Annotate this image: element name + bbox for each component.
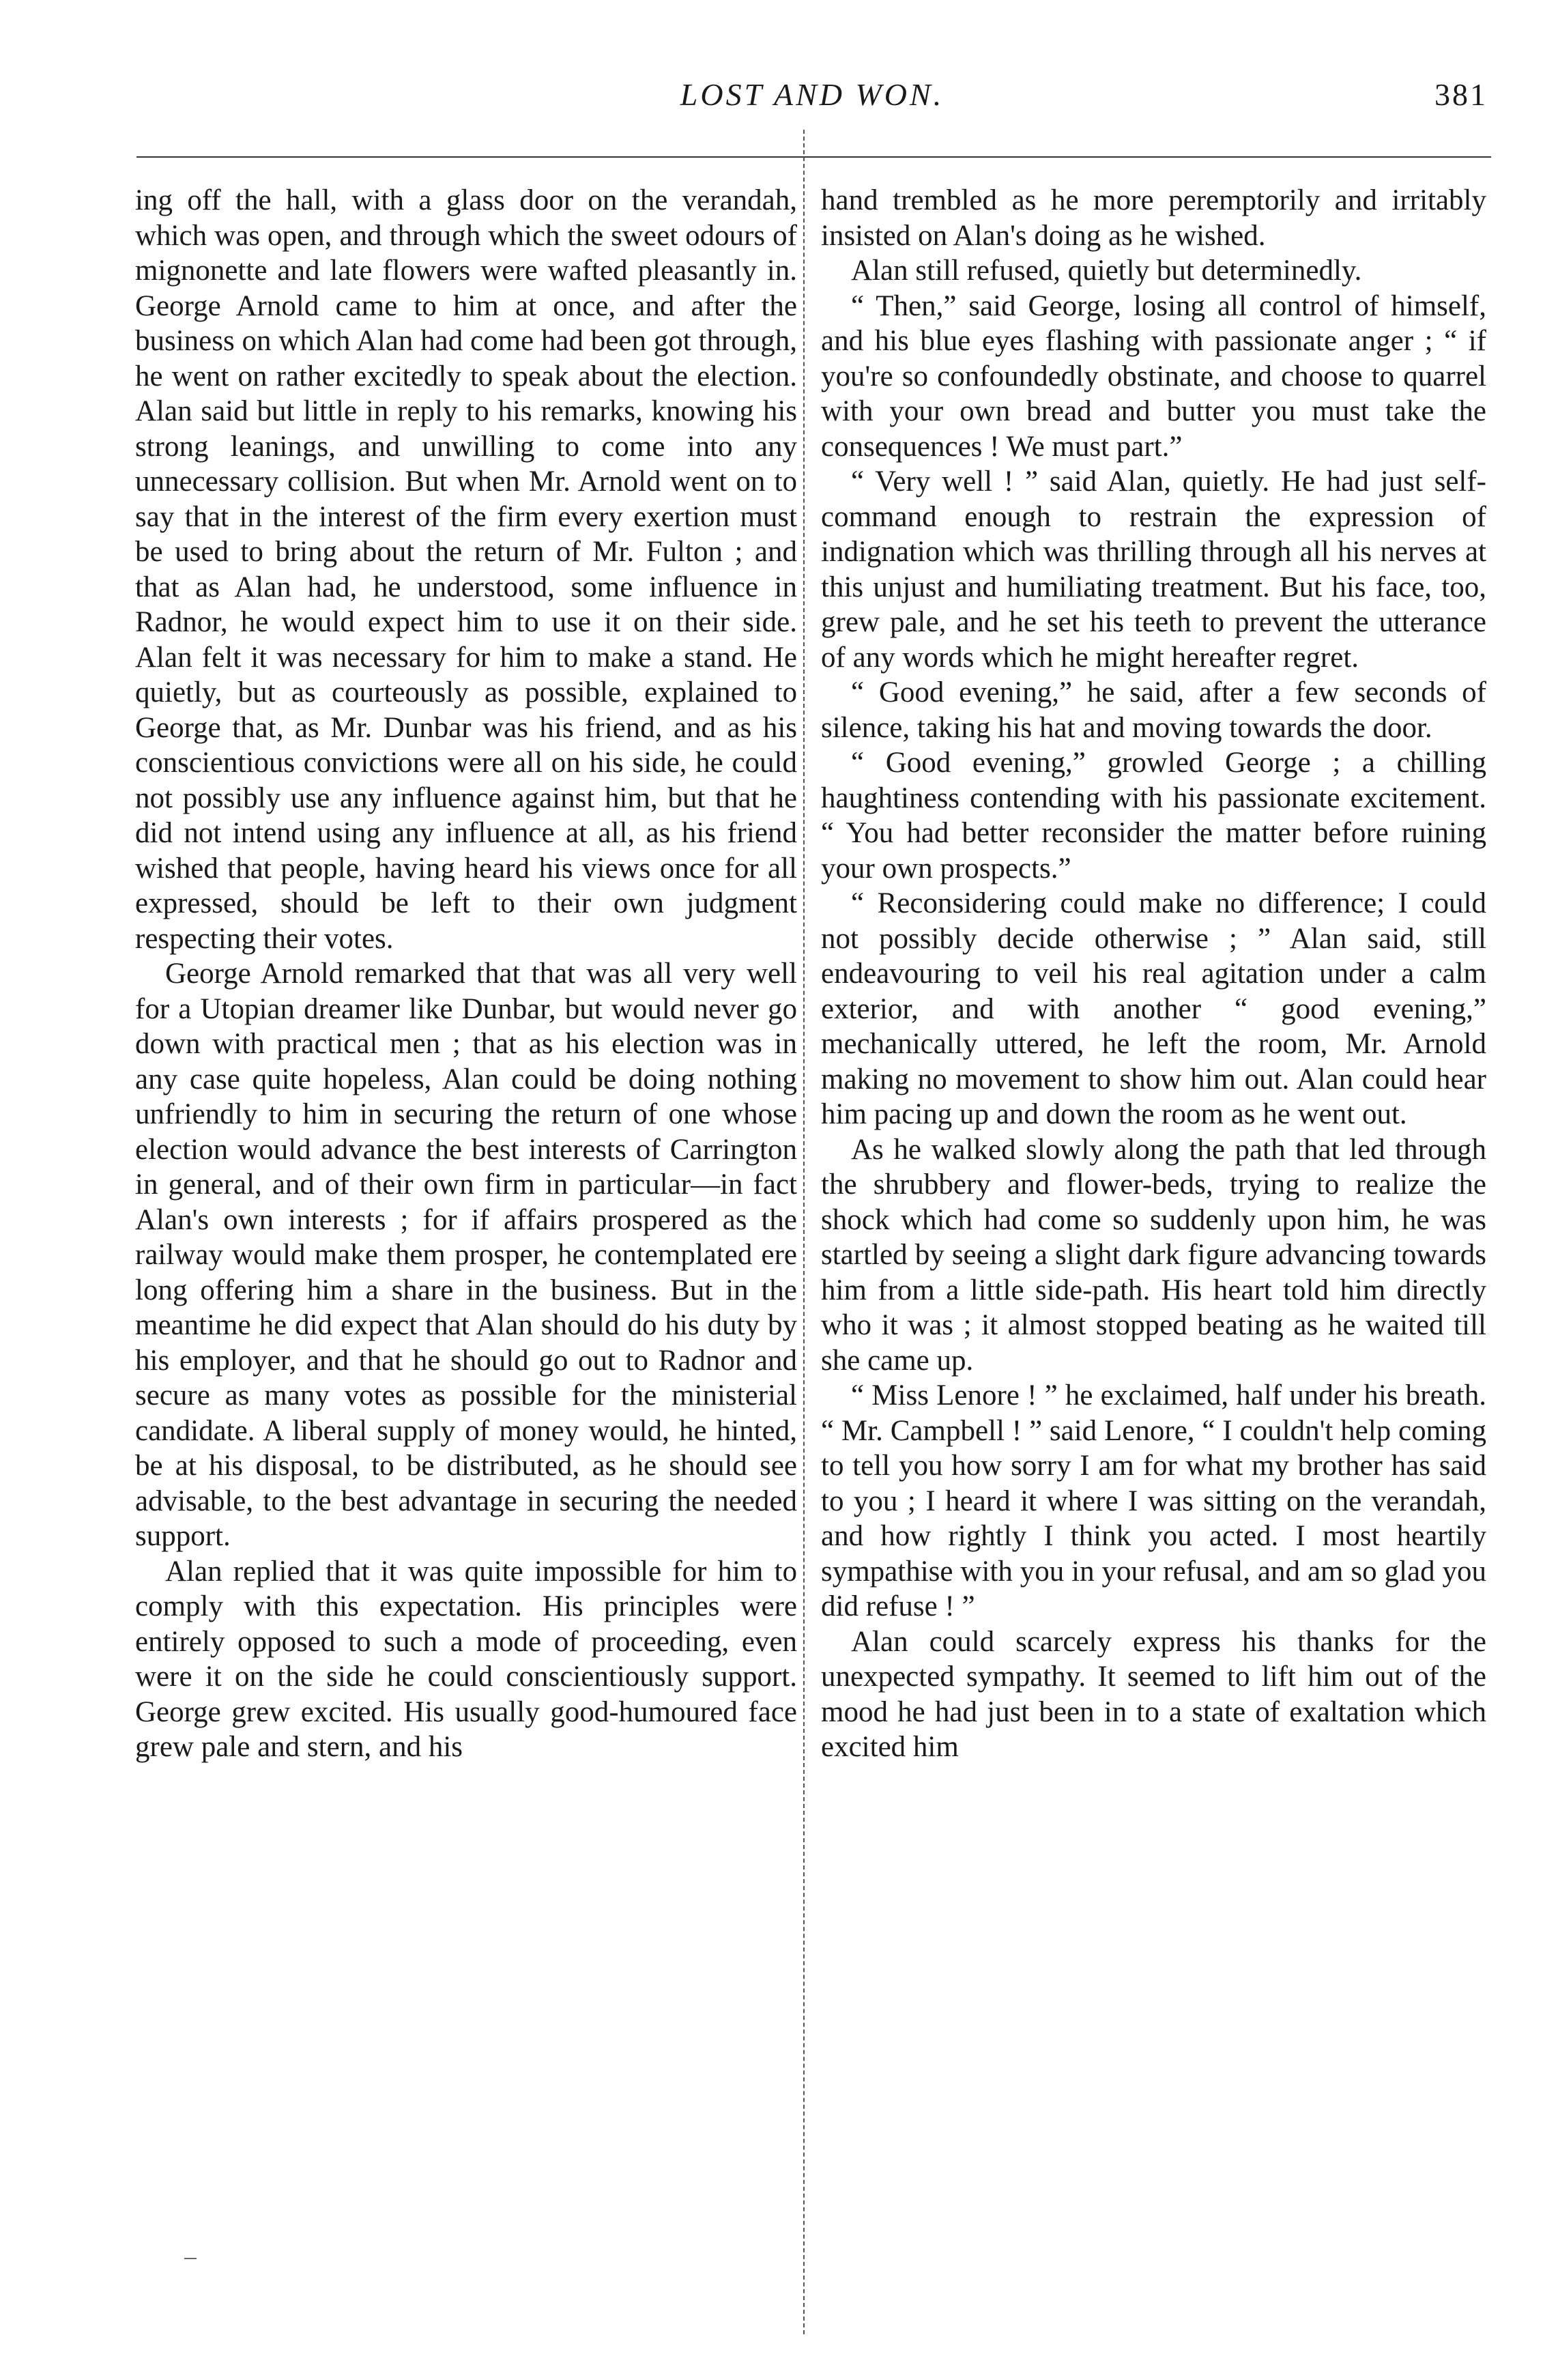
paragraph: “ Then,” said George, losing all control of himself, and his blue eyes flashing with passionate anger ; “ if you're so confoundedly obstinate, and choose to quarrel with your own bread and butter you must take the consequences ! We must part.” xyxy=(821,289,1486,463)
page-header xyxy=(136,76,1488,131)
column-divider xyxy=(803,130,805,2334)
left-column xyxy=(135,183,797,2319)
paragraph: George Arnold remarked that that was all very well for a Utopian dreamer like Dunbar, but would never go down with practical men ; that as his election was in any case quite hopeless, Alan could be doing nothing unfriendly to him in securing the return of one whose election would advance the best interests of Carrington in general, and of their own firm in particular—in fact Alan's own interests ; for if affairs prospered as the railway would make them prosper, he contemplated ere long offering him a share in the business. But in the meantime he did expect that Alan should do his duty by his employer, and that he should go out to Radnor and secure as many votes as possible for the ministerial candidate. A liberal supply of money would, he hinted, be at his disposal, to be distributed, as he should see advisable, to the best advantage in securing the needed support. xyxy=(135,958,797,1552)
paragraph: “ Good evening,” he said, after a few seconds of silence, taking his hat and moving towards the door. xyxy=(821,676,1486,744)
page-number: 381 xyxy=(1434,77,1488,112)
footer-mark xyxy=(184,2258,197,2259)
paragraph: As he walked slowly along the path that led through the shrubbery and flower-beds, trying to realize the shock which had come so suddenly upon him, he was startled by seeing a slight dark figure advancing towards him from a little side-path. His heart told him directly who it was ; it almost stopped beating as he waited till she came up. xyxy=(821,1133,1486,1377)
running-title: LOST AND WON. xyxy=(680,77,944,112)
header-rule xyxy=(136,156,1491,158)
paragraph: “ Reconsidering could make no difference; I could not possibly decide otherwise ; ” Alan said, still endeavouring to veil his real agitation under a calm exterior, and with another “ good evening,” mechanically uttered, he left the room, Mr. Arnold making no movement to show him out. Alan could hear him pacing up and down the room as he went out. xyxy=(821,887,1486,1130)
paragraph: ing off the hall, with a glass door on the verandah, which was open, and through which the sweet odours of mignonette and late flowers were wafted pleasantly in. George Arnold came to him at once, and after the business on which Alan had come had been got through, he went on rather excitedly to speak about the election. Alan said but little in reply to his remarks, knowing his strong leanings, and unwilling to come into any unnecessary collision. But when Mr. Arnold went on to say that in the interest of the firm every exertion must be used to bring about the return of Mr. Fulton ; and that as Alan had, he understood, some influence in Radnor, he would expect him to use it on their side. Alan felt it was necessary for him to make a stand. He quietly, but as courteously as possible, explained to George that, as Mr. Dunbar was his friend, and as his conscientious convictions were all on his side, he could not possibly use any influence against him, but that he did not intend using any influence at all, as his friend wished that people, having heard his views once for all expressed, should be left to their own judgment respecting their votes. xyxy=(135,184,797,955)
paragraph: Alan replied that it was quite impossible for him to comply with this expectation. His principles were entirely opposed to such a mode of proceeding, even were it on the side he could conscientiously support. George grew excited. His usually good-humoured face grew pale and stern, and his xyxy=(135,1555,797,1763)
paragraph: “ Miss Lenore ! ” he exclaimed, half under his breath. “ Mr. Campbell ! ” said Lenore, “ I couldn't help coming to tell you how sorry I am for what my brother has said to you ; I heard it where I was sitting on the verandah, and how rightly I think you acted. I most heartily sympathise with you in your refusal, and am so glad you did refuse ! ” xyxy=(821,1379,1486,1622)
paragraph: Alan could scarcely express his thanks for the unexpected sympathy. It seemed to lift him out of the mood he had just been in to a state of exaltation which excited him xyxy=(821,1625,1486,1763)
paragraph: hand trembled as he more peremptorily and irritably insisted on Alan's doing as he wished. xyxy=(821,184,1486,252)
paragraph: “ Good evening,” growled George ; a chilling haughtiness contending with his passionate excitement. “ You had better reconsider the matter before ruining your own prospects.” xyxy=(821,747,1486,885)
paragraph: “ Very well ! ” said Alan, quietly. He had just self-command enough to restrain the expression of indignation which was thrilling through all his nerves at this unjust and humiliating treatment. But his face, too, grew pale, and he set his teeth to prevent the utterance of any words which he might hereafter regret. xyxy=(821,465,1486,674)
paragraph: Alan still refused, quietly but determinedly. xyxy=(851,255,1362,287)
right-column xyxy=(821,183,1486,2319)
